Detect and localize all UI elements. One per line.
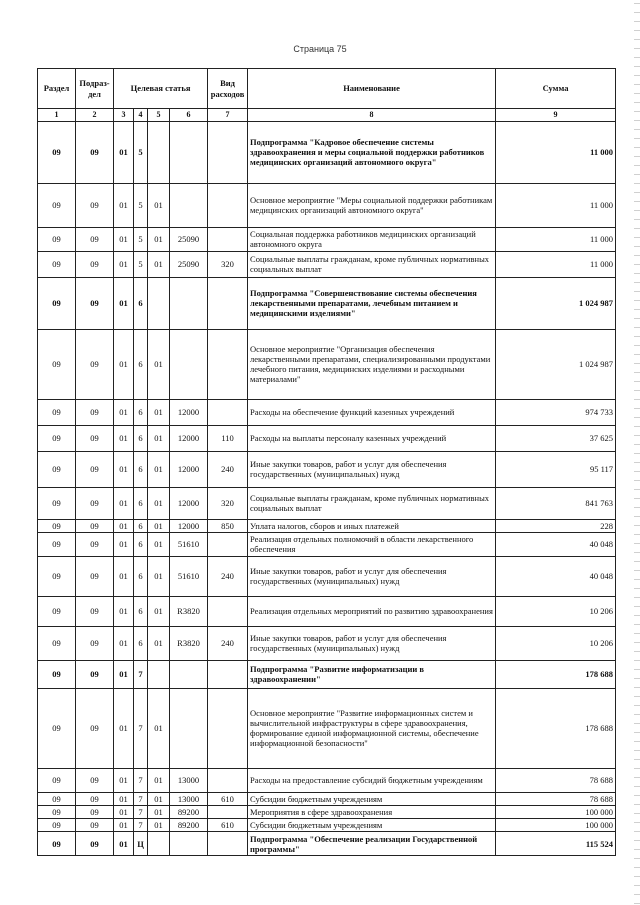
cell-target-program: 01 — [114, 121, 134, 183]
cell-target-program: 01 — [114, 556, 134, 596]
cell-target-subprogram: Ц — [134, 832, 148, 856]
cell-target-event: 01 — [148, 451, 170, 487]
cell-razdel: 09 — [38, 819, 76, 832]
cell-target-direction: 13000 — [170, 768, 208, 792]
cell-sum: 228 — [496, 519, 616, 532]
cell-name: Основное мероприятие "Организация обеспечения лекарственными препаратами, специализированными продуктами лечебного питания, медицинских изделиями и расходными материалами" — [248, 329, 496, 399]
cell-expense-type: 320 — [208, 487, 248, 519]
cell-sum: 10 206 — [496, 596, 616, 626]
table-row — [38, 227, 616, 251]
table-row — [38, 329, 616, 399]
cell-target-subprogram: 6 — [134, 519, 148, 532]
cell-razdel: 09 — [38, 277, 76, 329]
cell-razdel: 09 — [38, 626, 76, 660]
cell-sum: 115 524 — [496, 832, 616, 856]
cell-expense-type — [208, 832, 248, 856]
column-number: 2 — [76, 109, 114, 122]
cell-name: Расходы на предоставление субсидий бюджетным учреждениям — [248, 768, 496, 792]
cell-target-event: 01 — [148, 532, 170, 556]
cell-target-program: 01 — [114, 227, 134, 251]
cell-target-direction: 51610 — [170, 556, 208, 596]
cell-target-program: 01 — [114, 399, 134, 425]
cell-sum: 78 688 — [496, 768, 616, 792]
cell-podrazdel: 09 — [76, 451, 114, 487]
cell-target-direction: R3820 — [170, 596, 208, 626]
cell-name: Субсидии бюджетным учреждениям — [248, 792, 496, 805]
cell-target-program: 01 — [114, 805, 134, 818]
cell-podrazdel: 09 — [76, 487, 114, 519]
column-number-row — [38, 109, 616, 122]
cell-target-program: 01 — [114, 519, 134, 532]
cell-name: Уплата налогов, сборов и иных платежей — [248, 519, 496, 532]
table-row — [38, 596, 616, 626]
cell-razdel: 09 — [38, 329, 76, 399]
cell-sum: 100 000 — [496, 819, 616, 832]
cell-podrazdel: 09 — [76, 792, 114, 805]
cell-target-event: 01 — [148, 805, 170, 818]
cell-target-subprogram: 6 — [134, 487, 148, 519]
cell-expense-type — [208, 329, 248, 399]
cell-podrazdel: 09 — [76, 399, 114, 425]
cell-sum: 11 000 — [496, 251, 616, 277]
cell-name: Реализация отдельных полномочий в области лекарственного обеспечения — [248, 532, 496, 556]
cell-target-event: 01 — [148, 596, 170, 626]
cell-target-event: 01 — [148, 626, 170, 660]
cell-target-subprogram: 6 — [134, 451, 148, 487]
cell-sum: 11 000 — [496, 121, 616, 183]
table-row — [38, 183, 616, 227]
cell-target-subprogram: 5 — [134, 251, 148, 277]
cell-target-direction: 89200 — [170, 819, 208, 832]
table-row-subprogram — [38, 121, 616, 183]
header-podrazdel: Подраз- дел — [76, 69, 114, 109]
cell-razdel: 09 — [38, 121, 76, 183]
cell-expense-type — [208, 227, 248, 251]
cell-sum: 100 000 — [496, 805, 616, 818]
cell-target-subprogram: 5 — [134, 121, 148, 183]
cell-target-direction: 51610 — [170, 532, 208, 556]
cell-target-subprogram: 6 — [134, 556, 148, 596]
cell-sum: 1 024 987 — [496, 277, 616, 329]
cell-target-program: 01 — [114, 425, 134, 451]
cell-podrazdel: 09 — [76, 425, 114, 451]
cell-razdel: 09 — [38, 425, 76, 451]
cell-expense-type — [208, 532, 248, 556]
cell-name: Расходы на выплаты персоналу казенных учреждений — [248, 425, 496, 451]
budget-table — [37, 68, 616, 856]
cell-target-direction: 13000 — [170, 792, 208, 805]
cell-target-direction: 25090 — [170, 251, 208, 277]
cell-name: Подпрограмма "Совершенствование системы обеспечения лекарственными препаратами, лечебным питанием и медицинскими изделиями" — [248, 277, 496, 329]
cell-sum: 78 688 — [496, 792, 616, 805]
table-row — [38, 251, 616, 277]
cell-target-direction: 12000 — [170, 451, 208, 487]
cell-razdel: 09 — [38, 399, 76, 425]
cell-target-event: 01 — [148, 183, 170, 227]
table-row — [38, 532, 616, 556]
column-number: 1 — [38, 109, 76, 122]
cell-target-program: 01 — [114, 451, 134, 487]
cell-name: Субсидии бюджетным учреждениям — [248, 819, 496, 832]
cell-expense-type — [208, 660, 248, 688]
cell-sum: 11 000 — [496, 183, 616, 227]
cell-podrazdel: 09 — [76, 532, 114, 556]
column-number: 9 — [496, 109, 616, 122]
cell-razdel: 09 — [38, 832, 76, 856]
cell-expense-type: 850 — [208, 519, 248, 532]
cell-podrazdel: 09 — [76, 121, 114, 183]
table-row — [38, 425, 616, 451]
cell-sum: 178 688 — [496, 688, 616, 768]
table-row — [38, 792, 616, 805]
cell-target-program: 01 — [114, 277, 134, 329]
cell-expense-type: 240 — [208, 626, 248, 660]
cell-podrazdel: 09 — [76, 660, 114, 688]
cell-sum: 11 000 — [496, 227, 616, 251]
cell-target-direction: 12000 — [170, 399, 208, 425]
cell-sum: 974 733 — [496, 399, 616, 425]
table-row — [38, 805, 616, 818]
cell-name: Иные закупки товаров, работ и услуг для обеспечения государственных (муниципальных) нужд — [248, 556, 496, 596]
cell-target-direction — [170, 329, 208, 399]
table-row — [38, 556, 616, 596]
cell-target-program: 01 — [114, 688, 134, 768]
cell-target-program: 01 — [114, 819, 134, 832]
cell-target-subprogram: 7 — [134, 805, 148, 818]
cell-name: Расходы на обеспечение функций казенных учреждений — [248, 399, 496, 425]
cell-name: Подпрограмма "Развитие информатизации в здравоохранении" — [248, 660, 496, 688]
column-number: 8 — [248, 109, 496, 122]
cell-podrazdel: 09 — [76, 329, 114, 399]
cell-target-subprogram: 7 — [134, 819, 148, 832]
cell-expense-type: 610 — [208, 792, 248, 805]
cell-target-event: 01 — [148, 792, 170, 805]
cell-podrazdel: 09 — [76, 688, 114, 768]
cell-target-direction — [170, 688, 208, 768]
cell-razdel: 09 — [38, 532, 76, 556]
cell-expense-type — [208, 768, 248, 792]
cell-target-program: 01 — [114, 660, 134, 688]
cell-podrazdel: 09 — [76, 832, 114, 856]
cell-name: Социальные выплаты гражданам, кроме публичных нормативных социальных выплат — [248, 251, 496, 277]
cell-target-subprogram: 7 — [134, 768, 148, 792]
cell-target-program: 01 — [114, 251, 134, 277]
cell-target-direction — [170, 277, 208, 329]
cell-target-direction: 89200 — [170, 805, 208, 818]
table-row — [38, 626, 616, 660]
table-row — [38, 487, 616, 519]
cell-target-event: 01 — [148, 329, 170, 399]
cell-target-subprogram: 5 — [134, 183, 148, 227]
cell-razdel: 09 — [38, 487, 76, 519]
cell-name: Основное мероприятие "Развитие информационных систем и вычислительной инфраструктуры в сфере здравоохранения, формирование единой информационной системы, обеспечение информационной безопасности" — [248, 688, 496, 768]
cell-razdel: 09 — [38, 596, 76, 626]
cell-razdel: 09 — [38, 183, 76, 227]
cell-razdel: 09 — [38, 251, 76, 277]
cell-target-subprogram: 6 — [134, 329, 148, 399]
cell-target-subprogram: 7 — [134, 792, 148, 805]
cell-name: Реализация отдельных мероприятий по развитию здравоохранения — [248, 596, 496, 626]
cell-expense-type — [208, 805, 248, 818]
header-naimenovanie: Наименование — [248, 69, 496, 109]
cell-target-direction: 12000 — [170, 425, 208, 451]
cell-razdel: 09 — [38, 451, 76, 487]
cell-target-event: 01 — [148, 251, 170, 277]
cell-target-subprogram: 5 — [134, 227, 148, 251]
cell-expense-type: 320 — [208, 251, 248, 277]
cell-name: Иные закупки товаров, работ и услуг для обеспечения государственных (муниципальных) нужд — [248, 626, 496, 660]
table-row-subprogram — [38, 832, 616, 856]
header-vid-raskhodov: Вид расходов — [208, 69, 248, 109]
cell-target-event: 01 — [148, 768, 170, 792]
header-celevaya-statya: Целевая статья — [114, 69, 208, 109]
cell-target-event: 01 — [148, 519, 170, 532]
cell-sum: 841 763 — [496, 487, 616, 519]
cell-target-direction — [170, 121, 208, 183]
cell-razdel: 09 — [38, 660, 76, 688]
cell-target-event: 01 — [148, 487, 170, 519]
cell-target-subprogram: 6 — [134, 399, 148, 425]
cell-target-direction: 25090 — [170, 227, 208, 251]
cell-sum: 10 206 — [496, 626, 616, 660]
cell-sum: 1 024 987 — [496, 329, 616, 399]
cell-name: Подпрограмма "Обеспечение реализации Государственной программы" — [248, 832, 496, 856]
cell-name: Мероприятия в сфере здравоохранения — [248, 805, 496, 818]
cell-target-subprogram: 6 — [134, 596, 148, 626]
cell-podrazdel: 09 — [76, 519, 114, 532]
cell-target-program: 01 — [114, 183, 134, 227]
cell-target-direction: R3820 — [170, 626, 208, 660]
cell-podrazdel: 09 — [76, 819, 114, 832]
column-number: 7 — [208, 109, 248, 122]
cell-podrazdel: 09 — [76, 251, 114, 277]
cell-target-direction — [170, 183, 208, 227]
cell-expense-type — [208, 121, 248, 183]
cell-target-direction: 12000 — [170, 519, 208, 532]
cell-target-subprogram: 6 — [134, 425, 148, 451]
cell-expense-type — [208, 277, 248, 329]
table-row — [38, 451, 616, 487]
cell-razdel: 09 — [38, 688, 76, 768]
cell-target-program: 01 — [114, 596, 134, 626]
cell-sum: 40 048 — [496, 556, 616, 596]
cell-target-program: 01 — [114, 487, 134, 519]
cell-name: Основное мероприятие "Меры социальной поддержки работникам медицинских организаций автономного округа" — [248, 183, 496, 227]
cell-target-direction — [170, 832, 208, 856]
cell-target-event — [148, 832, 170, 856]
cell-target-subprogram: 7 — [134, 660, 148, 688]
cell-target-program: 01 — [114, 532, 134, 556]
cell-name: Подпрограмма "Кадровое обеспечение системы здравоохранения и меры социальной поддержки работников медицинских организаций автономного округа" — [248, 121, 496, 183]
cell-expense-type: 610 — [208, 819, 248, 832]
cell-expense-type — [208, 688, 248, 768]
cell-sum: 95 117 — [496, 451, 616, 487]
table-row — [38, 819, 616, 832]
cell-podrazdel: 09 — [76, 227, 114, 251]
cell-razdel: 09 — [38, 556, 76, 596]
cell-target-event — [148, 277, 170, 329]
cell-podrazdel: 09 — [76, 626, 114, 660]
cell-target-program: 01 — [114, 626, 134, 660]
header-summa: Сумма — [496, 69, 616, 109]
table-row-subprogram — [38, 660, 616, 688]
table-row-subprogram — [38, 277, 616, 329]
cell-podrazdel: 09 — [76, 768, 114, 792]
cell-target-event: 01 — [148, 688, 170, 768]
cell-target-program: 01 — [114, 768, 134, 792]
cell-target-event: 01 — [148, 399, 170, 425]
cell-name: Социальная поддержка работников медицинских организаций автономного округа — [248, 227, 496, 251]
cell-target-event: 01 — [148, 227, 170, 251]
cell-target-event: 01 — [148, 819, 170, 832]
cell-razdel: 09 — [38, 805, 76, 818]
page-label: Страница 75 — [293, 44, 347, 54]
cell-target-direction: 12000 — [170, 487, 208, 519]
cell-razdel: 09 — [38, 227, 76, 251]
cell-target-subprogram: 7 — [134, 688, 148, 768]
column-number: 5 — [148, 109, 170, 122]
cell-target-program: 01 — [114, 832, 134, 856]
cell-podrazdel: 09 — [76, 277, 114, 329]
cell-target-direction — [170, 660, 208, 688]
cell-target-event: 01 — [148, 425, 170, 451]
cell-razdel: 09 — [38, 792, 76, 805]
cell-sum: 37 625 — [496, 425, 616, 451]
cell-target-subprogram: 6 — [134, 277, 148, 329]
cell-podrazdel: 09 — [76, 596, 114, 626]
cell-target-program: 01 — [114, 329, 134, 399]
cell-expense-type: 110 — [208, 425, 248, 451]
table-row — [38, 688, 616, 768]
scan-edge-artifact — [634, 0, 640, 905]
table-row — [38, 768, 616, 792]
cell-target-subprogram: 6 — [134, 626, 148, 660]
cell-expense-type — [208, 183, 248, 227]
cell-podrazdel: 09 — [76, 805, 114, 818]
cell-sum: 40 048 — [496, 532, 616, 556]
header-razdel: Раздел — [38, 69, 76, 109]
column-number: 3 — [114, 109, 134, 122]
cell-expense-type — [208, 399, 248, 425]
cell-target-event: 01 — [148, 556, 170, 596]
cell-razdel: 09 — [38, 519, 76, 532]
cell-expense-type — [208, 596, 248, 626]
cell-name: Социальные выплаты гражданам, кроме публичных нормативных социальных выплат — [248, 487, 496, 519]
cell-podrazdel: 09 — [76, 556, 114, 596]
cell-target-subprogram: 6 — [134, 532, 148, 556]
cell-name: Иные закупки товаров, работ и услуг для обеспечения государственных (муниципальных) нужд — [248, 451, 496, 487]
column-number: 6 — [170, 109, 208, 122]
cell-podrazdel: 09 — [76, 183, 114, 227]
column-number: 4 — [134, 109, 148, 122]
table-row — [38, 399, 616, 425]
cell-target-program: 01 — [114, 792, 134, 805]
cell-sum: 178 688 — [496, 660, 616, 688]
cell-target-event — [148, 660, 170, 688]
cell-razdel: 09 — [38, 768, 76, 792]
cell-expense-type: 240 — [208, 556, 248, 596]
cell-expense-type: 240 — [208, 451, 248, 487]
table-row — [38, 519, 616, 532]
cell-target-event — [148, 121, 170, 183]
